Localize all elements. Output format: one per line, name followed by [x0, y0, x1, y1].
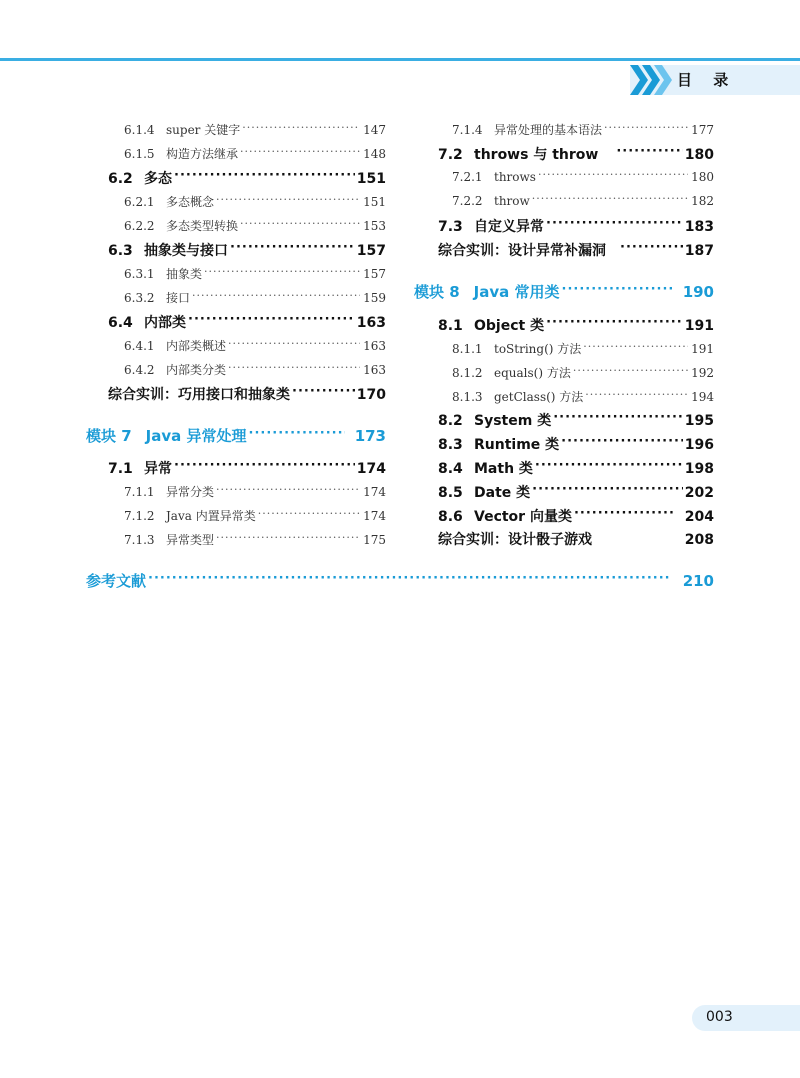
entry-title: toString() 方法 — [494, 342, 582, 356]
leader-dots — [583, 341, 688, 353]
entry-title: 抽象类 — [166, 267, 203, 281]
leader-dots — [148, 571, 671, 586]
toc-entry[interactable] — [452, 364, 714, 381]
leader-dots — [249, 426, 345, 441]
entry-number: 7.1.2 — [124, 509, 155, 523]
toc-references[interactable] — [86, 570, 714, 591]
leader-dots — [546, 217, 683, 231]
toc-entry[interactable] — [124, 217, 386, 234]
leader-dots — [192, 290, 360, 302]
entry-page: 194 — [691, 390, 714, 404]
toc-section[interactable] — [438, 216, 714, 236]
toc-section[interactable] — [438, 410, 714, 430]
entry-page: 157 — [363, 267, 386, 281]
section-number: 8.2 — [438, 413, 463, 429]
entry-title: 异常分类 — [166, 485, 215, 499]
entry-title: 异常处理的基本语法 — [494, 123, 603, 137]
entry-number: 6.1.5 — [124, 147, 155, 161]
leader-dots — [532, 483, 683, 497]
page-header — [0, 58, 800, 98]
section-page: 195 — [684, 413, 714, 429]
entry-page: 159 — [363, 291, 386, 305]
entry-page: 180 — [691, 170, 714, 184]
toc-section[interactable] — [108, 458, 386, 478]
entry-page: 177 — [691, 123, 714, 137]
entry-number: 8.1.3 — [452, 390, 483, 404]
section-title: Runtime 类 — [474, 437, 560, 453]
practice-title: 综合实训：巧用接口和抽象类 — [108, 387, 290, 403]
references-title: 参考文献 — [86, 572, 147, 590]
toc-entry[interactable] — [452, 388, 714, 405]
entry-page: 151 — [363, 195, 386, 209]
entry-title: super 关键字 — [166, 123, 241, 137]
leader-dots — [240, 146, 360, 158]
toc-entry[interactable] — [452, 340, 714, 357]
toc-entry[interactable] — [124, 193, 386, 210]
entry-title: 多态类型转换 — [166, 219, 239, 233]
entry-number: 6.2.1 — [124, 195, 155, 209]
entry-page: 191 — [691, 342, 714, 356]
toc-title: 目 录 — [677, 71, 737, 89]
entry-title: Java 内置异常类 — [166, 509, 256, 523]
entry-number: 7.1.4 — [452, 123, 483, 137]
leader-dots — [216, 484, 360, 496]
entry-page: 163 — [363, 339, 386, 353]
toc-section[interactable] — [108, 168, 386, 188]
section-number: 6.4 — [108, 315, 133, 331]
section-number: 7.3 — [438, 219, 463, 235]
header-rule — [0, 58, 800, 61]
toc-section[interactable] — [438, 315, 714, 335]
entry-title: throw — [494, 194, 530, 208]
toc-section[interactable] — [438, 506, 714, 526]
toc-entry[interactable] — [452, 193, 714, 208]
leader-dots — [616, 145, 682, 159]
leader-dots — [561, 435, 683, 449]
leader-dots — [242, 122, 360, 134]
toc-practice[interactable] — [438, 529, 714, 549]
toc-entry[interactable] — [452, 121, 714, 138]
leader-dots — [553, 411, 683, 425]
practice-title: 综合实训：设计骰子游戏 — [438, 532, 592, 548]
toc-section[interactable] — [438, 434, 714, 454]
practice-page: 208 — [684, 532, 714, 548]
leader-dots — [240, 218, 360, 230]
entry-page: 153 — [363, 219, 386, 233]
section-number: 8.5 — [438, 485, 463, 501]
entry-title: 异常类型 — [166, 533, 215, 547]
leader-dots — [216, 194, 360, 206]
toc-entry[interactable] — [124, 145, 386, 162]
entry-title: 接口 — [166, 291, 191, 305]
header-stripes-icon — [630, 65, 680, 95]
leader-dots — [562, 282, 674, 297]
toc-entry[interactable] — [124, 121, 386, 138]
entry-page: 182 — [691, 194, 714, 208]
section-title: Date 类 — [474, 485, 531, 501]
toc-module-7[interactable] — [86, 425, 386, 446]
practice-page: 170 — [356, 387, 386, 403]
section-number: 8.3 — [438, 437, 463, 453]
toc-module-8[interactable] — [414, 281, 714, 302]
toc-entry[interactable] — [124, 483, 386, 500]
entry-page: 174 — [363, 485, 386, 499]
leader-dots — [204, 266, 360, 278]
entry-number: 8.1.2 — [452, 366, 483, 380]
section-page: 180 — [684, 147, 714, 163]
toc-section[interactable] — [438, 144, 714, 164]
section-page: 191 — [684, 318, 714, 334]
section-page: 204 — [684, 509, 714, 525]
leader-dots — [620, 241, 683, 255]
toc-section[interactable] — [108, 240, 386, 260]
toc-entry[interactable] — [124, 337, 386, 354]
toc-entry[interactable] — [124, 265, 386, 282]
toc-section[interactable] — [108, 312, 386, 332]
leader-dots — [216, 532, 360, 544]
entry-page: 163 — [363, 363, 386, 377]
toc-section[interactable] — [438, 458, 714, 478]
section-title: Vector 向量类 — [474, 509, 572, 525]
section-number: 7.1 — [108, 461, 133, 477]
leader-dots — [174, 169, 355, 183]
entry-title: 内部类概述 — [166, 339, 227, 353]
section-title: throws 与 throw — [474, 147, 599, 163]
leader-dots — [188, 313, 355, 327]
section-title: 内部类 — [144, 315, 186, 331]
module-label: 模块 7 — [86, 427, 132, 445]
leader-dots — [573, 365, 688, 377]
entry-page: 192 — [691, 366, 714, 380]
entry-number: 7.1.3 — [124, 533, 155, 547]
leader-dots — [604, 122, 688, 134]
leader-dots — [230, 241, 355, 255]
section-page: 163 — [356, 315, 386, 331]
leader-dots — [228, 362, 360, 374]
toc-entry[interactable] — [124, 289, 386, 306]
toc-section[interactable] — [438, 482, 714, 502]
entry-page: 175 — [363, 533, 386, 547]
toc-entry[interactable] — [124, 361, 386, 378]
section-page: 196 — [684, 437, 714, 453]
toc-practice[interactable] — [108, 384, 386, 404]
section-number: 8.1 — [438, 318, 463, 334]
module-page: 190 — [682, 283, 714, 301]
section-title: Object 类 — [474, 318, 545, 334]
section-title: 抽象类与接口 — [144, 243, 228, 259]
section-page: 183 — [684, 219, 714, 235]
practice-title: 综合实训：设计异常补漏洞 — [438, 243, 606, 259]
module-title: Java 异常处理 — [145, 427, 247, 445]
entry-title: 多态概念 — [166, 195, 215, 209]
section-title: 自定义异常 — [474, 219, 544, 235]
entry-number: 6.4.2 — [124, 363, 155, 377]
leader-dots — [538, 169, 688, 181]
module-title: Java 常用类 — [473, 283, 560, 301]
leader-dots — [292, 385, 355, 399]
leader-dots — [174, 459, 355, 473]
page-number: 003 — [706, 1009, 733, 1025]
entry-number: 6.4.1 — [124, 339, 155, 353]
leader-dots — [535, 459, 683, 473]
entry-title: 内部类分类 — [166, 363, 227, 377]
section-number: 6.3 — [108, 243, 133, 259]
toc-practice[interactable] — [438, 240, 714, 260]
entry-page: 148 — [363, 147, 386, 161]
leader-dots — [228, 338, 360, 350]
entry-title: equals() 方法 — [494, 366, 571, 380]
entry-number: 6.2.2 — [124, 219, 155, 233]
leader-dots — [258, 508, 360, 520]
section-page: 198 — [684, 461, 714, 477]
section-title: System 类 — [474, 413, 552, 429]
leader-dots — [585, 389, 688, 401]
section-number: 8.6 — [438, 509, 463, 525]
entry-number: 8.1.1 — [452, 342, 483, 356]
section-page: 151 — [356, 171, 386, 187]
entry-page: 174 — [363, 509, 386, 523]
section-page: 157 — [356, 243, 386, 259]
entry-number: 6.3.1 — [124, 267, 155, 281]
entry-number: 6.1.4 — [124, 123, 155, 137]
module-page: 173 — [354, 427, 386, 445]
entry-page: 147 — [363, 123, 386, 137]
entry-title: throws — [494, 170, 536, 184]
leader-dots — [574, 507, 675, 521]
section-title: 多态 — [144, 171, 172, 187]
entry-title: 构造方法继承 — [166, 147, 239, 161]
module-label: 模块 8 — [414, 283, 460, 301]
leader-dots — [532, 193, 688, 205]
section-page: 174 — [356, 461, 386, 477]
section-page: 202 — [684, 485, 714, 501]
toc-entry[interactable] — [452, 169, 714, 184]
entry-title: getClass() 方法 — [494, 390, 584, 404]
section-number: 7.2 — [438, 147, 463, 163]
entry-number: 7.2.2 — [452, 194, 483, 208]
leader-dots — [546, 316, 683, 330]
toc-entry[interactable] — [124, 507, 386, 524]
section-title: 异常 — [144, 461, 172, 477]
section-number: 6.2 — [108, 171, 133, 187]
entry-number: 7.1.1 — [124, 485, 155, 499]
toc-entry[interactable] — [124, 531, 386, 548]
section-title: Math 类 — [474, 461, 533, 477]
section-number: 8.4 — [438, 461, 463, 477]
references-page: 210 — [682, 572, 714, 590]
practice-page: 187 — [684, 243, 714, 259]
entry-number: 7.2.1 — [452, 170, 483, 184]
entry-number: 6.3.2 — [124, 291, 155, 305]
